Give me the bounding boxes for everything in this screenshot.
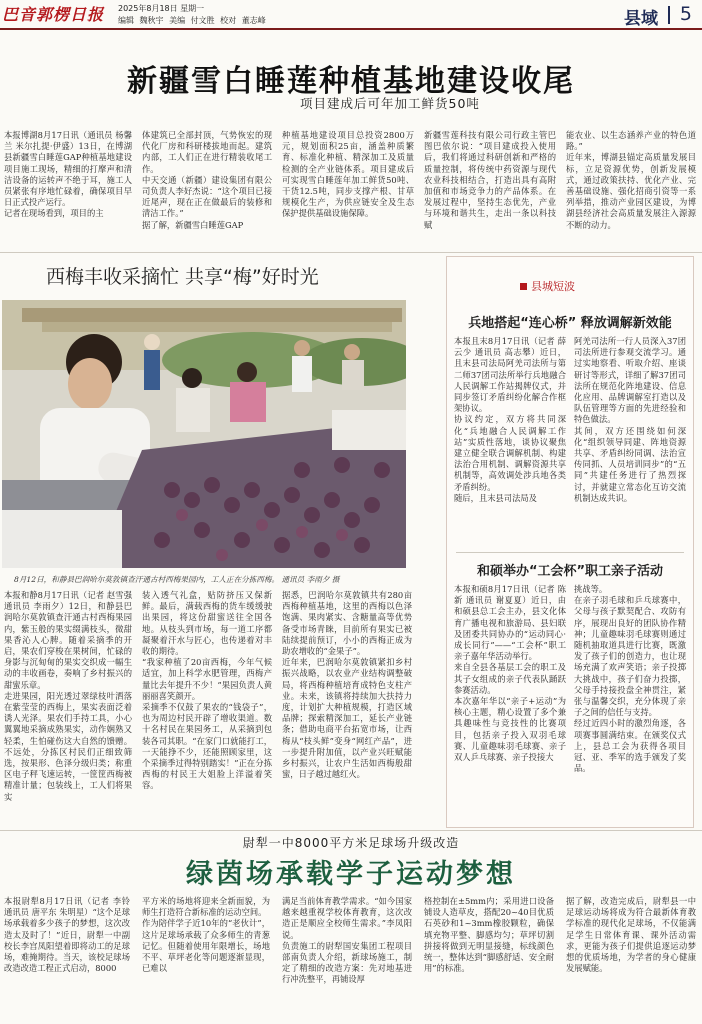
photo-caption: 8月12日，和静县巴润哈尔莫敦镇查汗通古村西梅果园内，工人正在分拣西梅。 通讯员 李雨夕 摄 bbox=[14, 575, 340, 584]
header-divider bbox=[668, 6, 670, 24]
story3-kicker: 尉犁一中8000平方米足球场升级改造 bbox=[242, 836, 460, 850]
brief1-column-2: 阿羌司法所一行人员深入37团司法所进行参观交流学习。通过实地察看、听取介绍、座谈研讨等形式，详细了解37团司法所在规范化阵地建设、信息化应用、品牌调解室打造以及队伍管理等方面的先进经验和特色做法。 其间，双方还围绕如何深化“组织领导同建、阵地资源共享、矛盾纠纷同调、法治宣传同抓、人员培训同步”的“五同”共建任务进行了热烈探讨，并就建立常态化互访交流机制达成共识。 bbox=[574, 336, 686, 503]
brief2-column-1: 本报和硕8月17日讯（记者 陈新 通讯员 谢夏夏）近日，由和硕县总工会主办，县文化体育广播电视和旅游局、县妇联及团委共同协办的“运动同心·成长同行”——“工会杯”职工亲子嘉年华活动举行。 来自全县各基层工会的职工及其子女组成的亲子代表队踊跃参赛活动。 本次嘉年华以“亲子+运动”为核心主题，精心设置了多个兼具趣味性与竞技性的比赛项目，包括亲子投入双羽毛球赛、儿童趣味羽毛球赛、亲子双人乒乓球赛、亲子投接大 bbox=[454, 584, 566, 763]
rule-under-story1 bbox=[0, 252, 702, 253]
rule-above-story3 bbox=[0, 830, 702, 831]
lead-subhead: 项目建成后可年加工鲜货50吨 bbox=[300, 96, 480, 111]
plum-harvest-photo bbox=[2, 300, 406, 568]
brief1-column-1: 本报且末8月17日讯（记者 薛云少 通讯员 高志攀）近日，且末县司法局阿羌司法所与第二师37团司法所举行兵地融合人民调解工作站揭牌仪式，并同步签订矛盾纠纷化解合作框架协议。 协议约定，双方将共同深化“兵地融合人民调解工作站”实质性落地，谈协议聚焦建立健全联合调解机制、构建法治合用机制、调解资源共享机制等，高效调处涉兵地各类矛盾纠纷。 随后，且末县司法局及 bbox=[454, 336, 566, 503]
story1-column-2: 体建筑已全部封顶，气势恢宏的现代化厂房和科研楼拔地而起。建筑内部，工人们正在进行精装收尾工作。 中天交通（新疆）建设集团有限公司负责人李好杰说：“这个项目已接近尾声，现在正在做最后的装修和清洁工作。” 据了解，新疆雪白睡莲GAP bbox=[142, 130, 272, 230]
story2-headline: 西梅丰收采摘忙 共享“梅”好时光 bbox=[46, 266, 319, 288]
issue-date: 2025年8月18日 星期一 bbox=[118, 4, 205, 13]
story2-column-3: 据悉，巴润哈尔莫敦镇共有280亩西梅种植基地，这里的西梅以色泽饱满、果肉紧实、含糖量高等优势备受市场青睐，目前所有果实已被陆续提前预订，小小的西梅正成为助农增收的“金果子”。 近年来，巴润哈尔莫敦镇紧扣乡村振兴战略，以农业产业结构调整破局，将西梅种植培育成特色支柱产业。未来，该镇将持续加大扶持力度，计划扩大种植规模，打造区域品牌；探索精深加工，延长产业链条；借助电商平台拓宽市场，让西梅从“枝头鲜”变身“网红产品”，进一步提升附加值，以产业兴旺赋能乡村振兴，让农户生活如西梅般甜蜜，日子越过越红火。 bbox=[282, 590, 412, 780]
story1-column-3: 种植基地建设项目总投资2800万元，规划面积25亩，涵盖种质繁育、标准化种植、精深加工及质量检测的全产业链体系。项目建成后可实现雪白睡莲年加工鲜货50吨、干货12.5吨，同步支撑产根、甘草规模化生产，为供应链安全及生态保护提供基础设施保障。 bbox=[282, 130, 414, 219]
brief2-column-2: 挑战等。 在亲子羽毛球和乒乓球赛中，父母与孩子默契配合、攻防有序，展现出良好的团队协作精神；儿童趣味羽毛球赛则通过随机抽取道具进行比赛，既激发了孩子们的创造力，也让现场充满了欢声笑语；亲子投掷大挑战中，孩子们奋力投掷，父母手持接投盘全神贯注，紧张与温馨交织，充分体现了亲子之间的信任与支持。 经过近四小时的激烈角逐，各项赛事圆满结束。在颁奖仪式上，县总工会为获得各项目冠、亚、季军的选手颁发了奖品。 bbox=[574, 584, 686, 774]
story3-column-3: 满足当前体育教学需求。“如今国家越来越重视学校体育教育，这次改造正是顺应全校师生需求。”李凤阳说。 负责施工的尉犁国安集团工程项目部南负责人介绍，新球场施工，制定了精细的改造方案：先对地基进行冲洗整平，再铺设厚 bbox=[282, 896, 412, 985]
brief1-headline: 兵地搭起“连心桥” 释放调解新效能 bbox=[468, 316, 672, 331]
story3-headline: 绿茵场承载学子运动梦想 bbox=[186, 859, 516, 890]
story3-column-4: 格控制在±5mm内；采用进口设备铺设人造草皮，搭配20~40目优质石英砂和1~3mm橡胶颗粒，确保填充物平整、脚感均匀；草坪切割拼接将做到无明显接缝，标线颜色统一，整体达到“脚感舒适、安全耐用”的标准。 bbox=[424, 896, 554, 974]
editor-credits: 编辑 魏秋宇 美编 付文胜 校对 董志峰 bbox=[118, 16, 266, 25]
page-header bbox=[0, 0, 702, 30]
page-number: 5 bbox=[679, 3, 692, 25]
masthead-logo: 巴音郭楞日报 bbox=[2, 5, 105, 24]
brief-divider bbox=[456, 552, 684, 553]
section-name: 县域 bbox=[624, 9, 658, 29]
story1-column-1: 本报博湖8月17日讯（通讯员 杨馨兰 米尔扎提·伊盛）13日，在博湖县新疆雪白睡莲GAP种植基地建设项目施工现场，精细的打摩声和清洁设备的运转声不绝于耳，施工人员紧张有序地忙碌着，确保项目早日正式投产运行。 记者在现场看到，项目的主 bbox=[4, 130, 132, 219]
story1-column-5: 能农业、以生态涵养产业的特色道路。” 近年来，博湖县锚定高质量发展目标，立足资源优势，创新发展模式，通过政策扶持、优化产业、完善基础设施、强化招商引资等一系列举措，推动产业园区建设，为博湖县经济社会高质量发展注入源源不断的动力。 bbox=[566, 130, 696, 230]
lead-headline: 新疆雪白睡莲种植基地建设收尾 bbox=[127, 64, 575, 99]
story2-column-1: 本报和静8月17日讯（记者 赵雪强 通讯员 李雨夕）12日，和静县巴润哈尔莫敦镇查汗通古村西梅果园内，紫玉般的果实缀满枝头，微甜果香沁人心脾。随着采摘季的开启，果农们穿梭在果树间，忙碌的身影与沉甸甸的果实交织成一幅生动的丰收画卷，奏响了乡村振兴的甜蜜乐章。 走进果园，阳光透过翠绿枝叶洒落在紫莹莹的西梅上，果实表面泛着诱人光泽。果农们手持工具，小心翼翼地采摘成熟果实，动作娴熟又轻柔，生怕碰伤这大自然的馈赠。不远处，分拣区村民们正细致筛选，按果形、色泽分级归类；称重区电子秤飞速运转，一筐筐西梅被精准计量；包装线上，工人们将果实 bbox=[4, 590, 132, 802]
story3-column-5: 据了解，改造完成后，尉犁县一中足球运动场将成为符合最新体育教学标准的现代化足球场，不仅能满足学生日常体育课、课外活动需求，更能为孩子们提供追逐运动梦想的优质场地，为学者的身心健康发展赋能。 bbox=[566, 896, 696, 974]
brief2-headline: 和硕举办“工会杯”职工亲子活动 bbox=[476, 564, 664, 579]
story3-column-2: 平方米的场地将迎来全新面貌，为师生打造符合新标准的运动空间。 作为陪伴学子近10年的“老伙计”，这片足球场承载了众多师生的青葱记忆。但随着使用年限增长，场地不平、草坪老化等问题逐渐显现，已难以 bbox=[142, 896, 270, 974]
briefs-tag: 县城短波 bbox=[520, 278, 575, 294]
story2-column-2: 装入透气礼盒，贴防挤压又保新鲜。最后，满载西梅的货车缓缓驶出果园，将这份甜蜜送往全国各地。从枝头到市场，每一道工序都凝聚着汗水与匠心，也传递着对丰收的期待。 “我家种植了20亩西梅，今年气候适宜，加上科学水肥管理，西梅产量比去年提升不少！”果园负责人黄丽丽喜笑颜开。 采摘季不仅鼓了果农的“钱袋子”，也为周边村民开辟了增收渠道。数十名村民在果园务工，从采摘到包装各司其职。“在家门口就能打工，一天能挣不少，还能照顾家里，这个采摘季过得特别踏实！”正在分拣西梅的村民王大姐脸上洋溢着笑容。 bbox=[142, 590, 272, 791]
story1-column-4: 新疆雪莲科技有限公司行政主管巴图巴依尔说：“项目建成投入使用后，我们将通过科研创新和严格的质量控制，将传统中药资源与现代农业科技相结合，打造出具有高附加值和市场竞争力的产品体系。在发展过程中，坚持生态优先，产业与环境和谐共生，走出一条以科技赋 bbox=[424, 130, 556, 230]
story3-column-1: 本报尉犁8月17日讯（记者 李铃 通讯员 唐平东 朱明星）“这个足球场承载着多少孩子的梦想，这次改造太及时了！”近日，尉犁一中副校长李宫凤阳望着即将动工的足球场，难掩期待。当天，该校足球场改造改造工程正式启动，8000 bbox=[4, 896, 130, 974]
